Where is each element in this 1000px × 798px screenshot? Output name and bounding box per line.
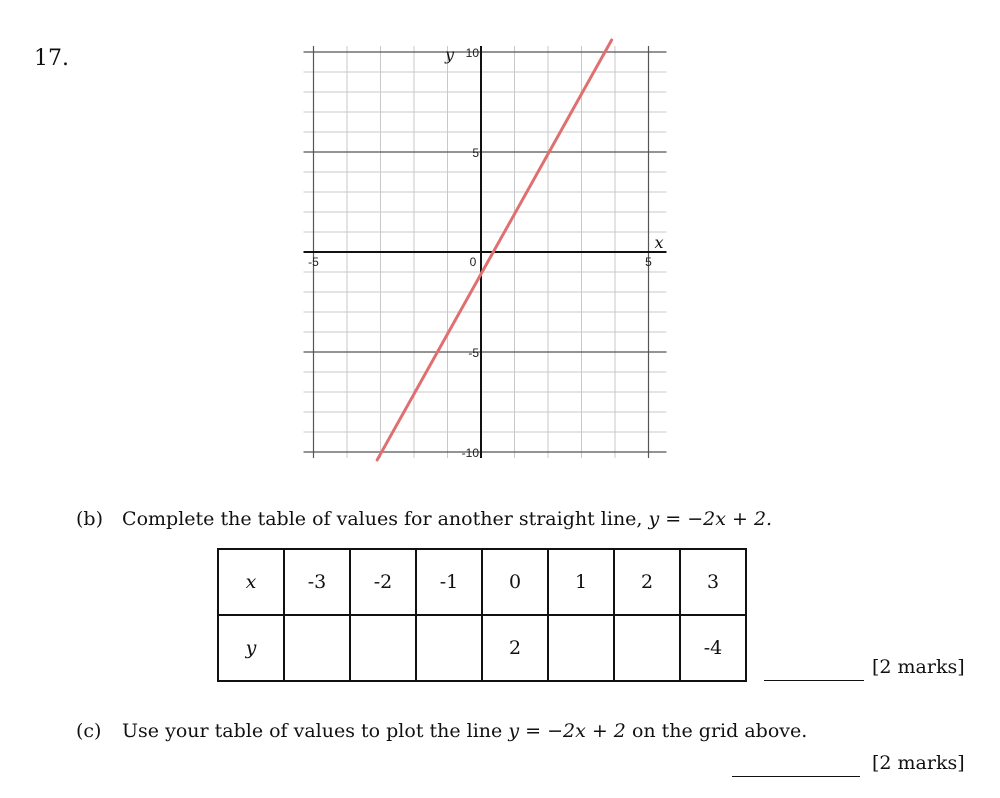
marks-b: [2 marks] (872, 656, 965, 678)
table-row-x (218, 549, 746, 615)
table-header-x: x (218, 549, 284, 615)
table-cell-y-answer[interactable] (416, 615, 482, 681)
answer-line-c[interactable] (732, 776, 860, 777)
x-tick-label: -5 (308, 255, 319, 269)
table-cell-x: -1 (416, 549, 482, 615)
marks-c: [2 marks] (872, 752, 965, 774)
table-of-values (217, 548, 747, 682)
part-b-label: (b) (76, 508, 103, 530)
table-cell-y: -4 (680, 615, 746, 681)
table-cell-y-answer[interactable] (350, 615, 416, 681)
coordinate-grid-chart (296, 30, 676, 470)
y-axis-label: y (445, 45, 455, 64)
part-b-equation: y = −2x + 2. (648, 508, 773, 530)
table-cell-y-answer[interactable] (548, 615, 614, 681)
x-axis-label: x (654, 233, 664, 252)
table-cell-x: 3 (680, 549, 746, 615)
part-c-prompt (76, 720, 807, 742)
table-header-y: y (218, 615, 284, 681)
answer-line-b[interactable] (764, 680, 864, 681)
y-tick-label: 10 (465, 46, 479, 60)
y-tick-label: -10 (461, 446, 479, 460)
x-tick-label: 5 (645, 255, 652, 269)
data-series (377, 40, 612, 460)
x-tick-label: 0 (469, 255, 477, 269)
part-c-text-after: on the grid above. (631, 720, 808, 742)
table-cell-x: 2 (614, 549, 680, 615)
table-cell-x: 1 (548, 549, 614, 615)
table-cell-y-answer[interactable] (614, 615, 680, 681)
table-cell-x: -2 (350, 549, 416, 615)
part-c-equation: y = −2x + 2 (508, 720, 626, 742)
table-cell-x: 0 (482, 549, 548, 615)
y-tick-label: 5 (472, 146, 479, 160)
series-line (377, 40, 612, 460)
table-cell-y: 2 (482, 615, 548, 681)
part-c-label: (c) (76, 720, 102, 742)
part-b-text: Complete the table of values for another straight line, (122, 508, 643, 530)
y-tick-label: -5 (468, 346, 479, 360)
question-number: 17. (34, 46, 69, 71)
table-cell-y-answer[interactable] (284, 615, 350, 681)
part-b-prompt (76, 508, 772, 530)
table-row-y (218, 615, 746, 681)
axes (304, 46, 667, 458)
table-cell-x: -3 (284, 549, 350, 615)
part-c-text-before: Use your table of values to plot the line (122, 720, 503, 742)
